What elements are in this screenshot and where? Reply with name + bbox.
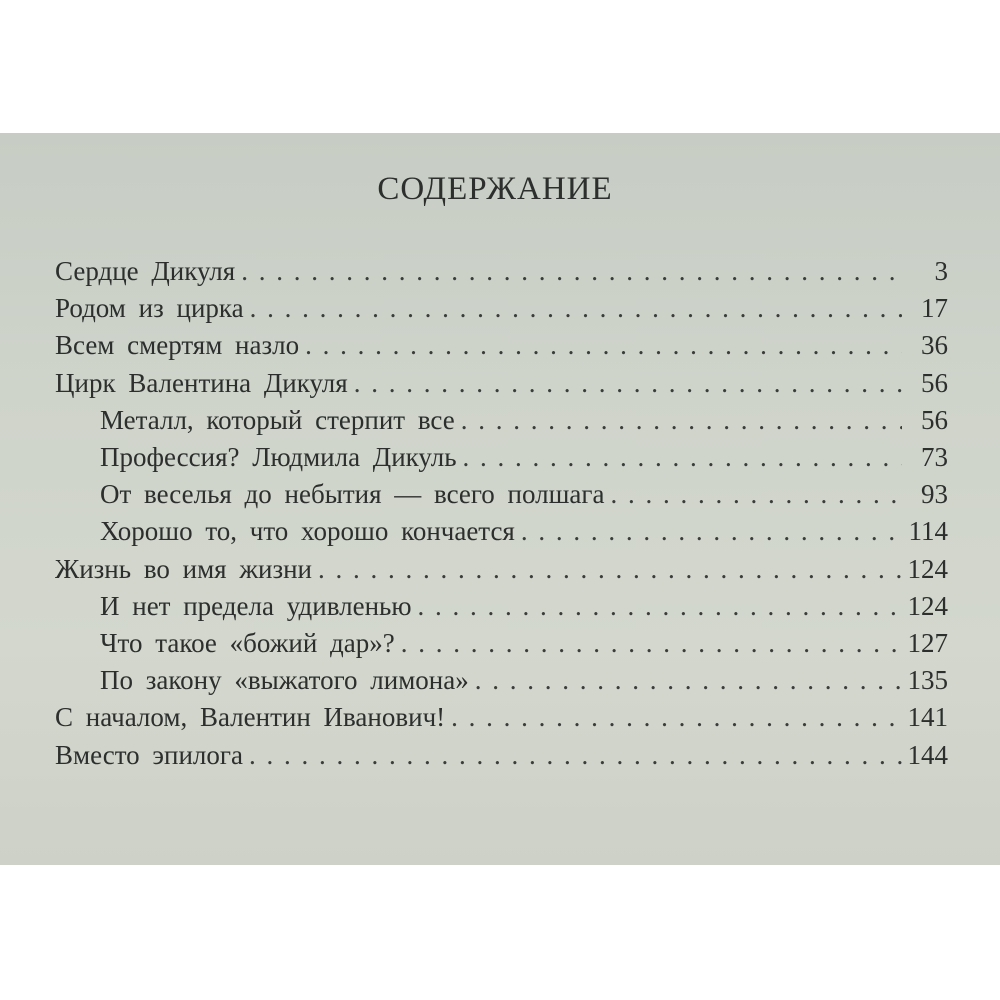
- toc-entry: [55, 737, 948, 773]
- toc-leader-dots: [401, 625, 902, 661]
- toc-entry-page-number: 127: [907, 628, 948, 658]
- toc-leader-dots: [463, 439, 902, 475]
- toc-entry: [100, 662, 948, 698]
- toc-entry-page-number: 114: [908, 516, 948, 546]
- toc-entry: [100, 439, 948, 475]
- toc-entry-page-number: 56: [921, 405, 948, 435]
- toc-entry: [55, 699, 948, 735]
- toc-entry: [100, 402, 948, 438]
- toc-entry-page-number: 144: [907, 740, 948, 770]
- toc-entry-title: Что такое «божий дар»?: [100, 628, 395, 658]
- toc-leader-dots: [418, 588, 902, 624]
- toc-entry-page-number: 17: [921, 293, 948, 323]
- contents-page: [0, 133, 1000, 865]
- toc-entry-title: Родом из цирка: [55, 293, 244, 323]
- toc-entry-title: Металл, который стерпит все: [100, 405, 455, 435]
- toc-leader-dots: [475, 662, 902, 698]
- toc-entry-page-number: 73: [921, 442, 948, 472]
- toc-leader-dots: [305, 327, 902, 363]
- toc-entry: [55, 327, 948, 363]
- toc-leader-dots: [610, 476, 902, 512]
- toc-leader-dots: [250, 290, 902, 326]
- toc-entry-page-number: 135: [907, 665, 948, 695]
- toc-leader-dots: [318, 551, 901, 587]
- page-title: СОДЕРЖАНИЕ: [377, 171, 613, 207]
- toc-entry-page-number: 124: [907, 591, 948, 621]
- toc-entry: [100, 588, 948, 624]
- toc-entry-title: Цирк Валентина Дикуля: [55, 368, 348, 398]
- toc-entry: [55, 365, 948, 401]
- toc-entry-page-number: 93: [921, 479, 948, 509]
- toc-entry: [55, 551, 948, 587]
- toc-entry: [100, 625, 948, 661]
- toc-entry-title: От веселья до небытия — всего полшага: [100, 479, 605, 509]
- toc-leader-dots: [249, 737, 902, 773]
- toc-entry-page-number: 56: [921, 368, 948, 398]
- toc-entry-page-number: 124: [907, 554, 948, 584]
- toc-entry-title: И нет предела удивленью: [100, 591, 412, 621]
- toc-entry: [100, 476, 948, 512]
- toc-entry-page-number: 3: [934, 256, 948, 286]
- toc-entry-title: С началом, Валентин Иванович!: [55, 702, 446, 732]
- toc-leader-dots: [521, 513, 902, 549]
- toc-entry: [55, 290, 948, 326]
- toc-entry-page-number: 36: [921, 330, 948, 360]
- toc-leader-dots: [451, 699, 901, 735]
- toc-entry-title: Всем смертям назло: [55, 330, 300, 360]
- toc-entry-title: Жизнь во имя жизни: [55, 554, 313, 584]
- toc-entry: [55, 253, 948, 289]
- toc-entry-page-number: 141: [907, 702, 948, 732]
- page-photo: [0, 133, 1000, 865]
- toc-entry-title: По закону «выжатого лимона»: [100, 665, 469, 695]
- toc-leader-dots: [241, 253, 902, 289]
- toc-entry-title: Вместо эпилога: [55, 740, 243, 770]
- toc-entry: [100, 513, 948, 549]
- toc-leader-dots: [461, 402, 902, 438]
- toc-entry-title: Сердце Дикуля: [55, 256, 236, 286]
- toc-entry-title: Хорошо то, что хорошо кончается: [100, 516, 515, 546]
- toc-leader-dots: [354, 365, 902, 401]
- toc-entry-title: Профессия? Людмила Дикуль: [100, 442, 457, 472]
